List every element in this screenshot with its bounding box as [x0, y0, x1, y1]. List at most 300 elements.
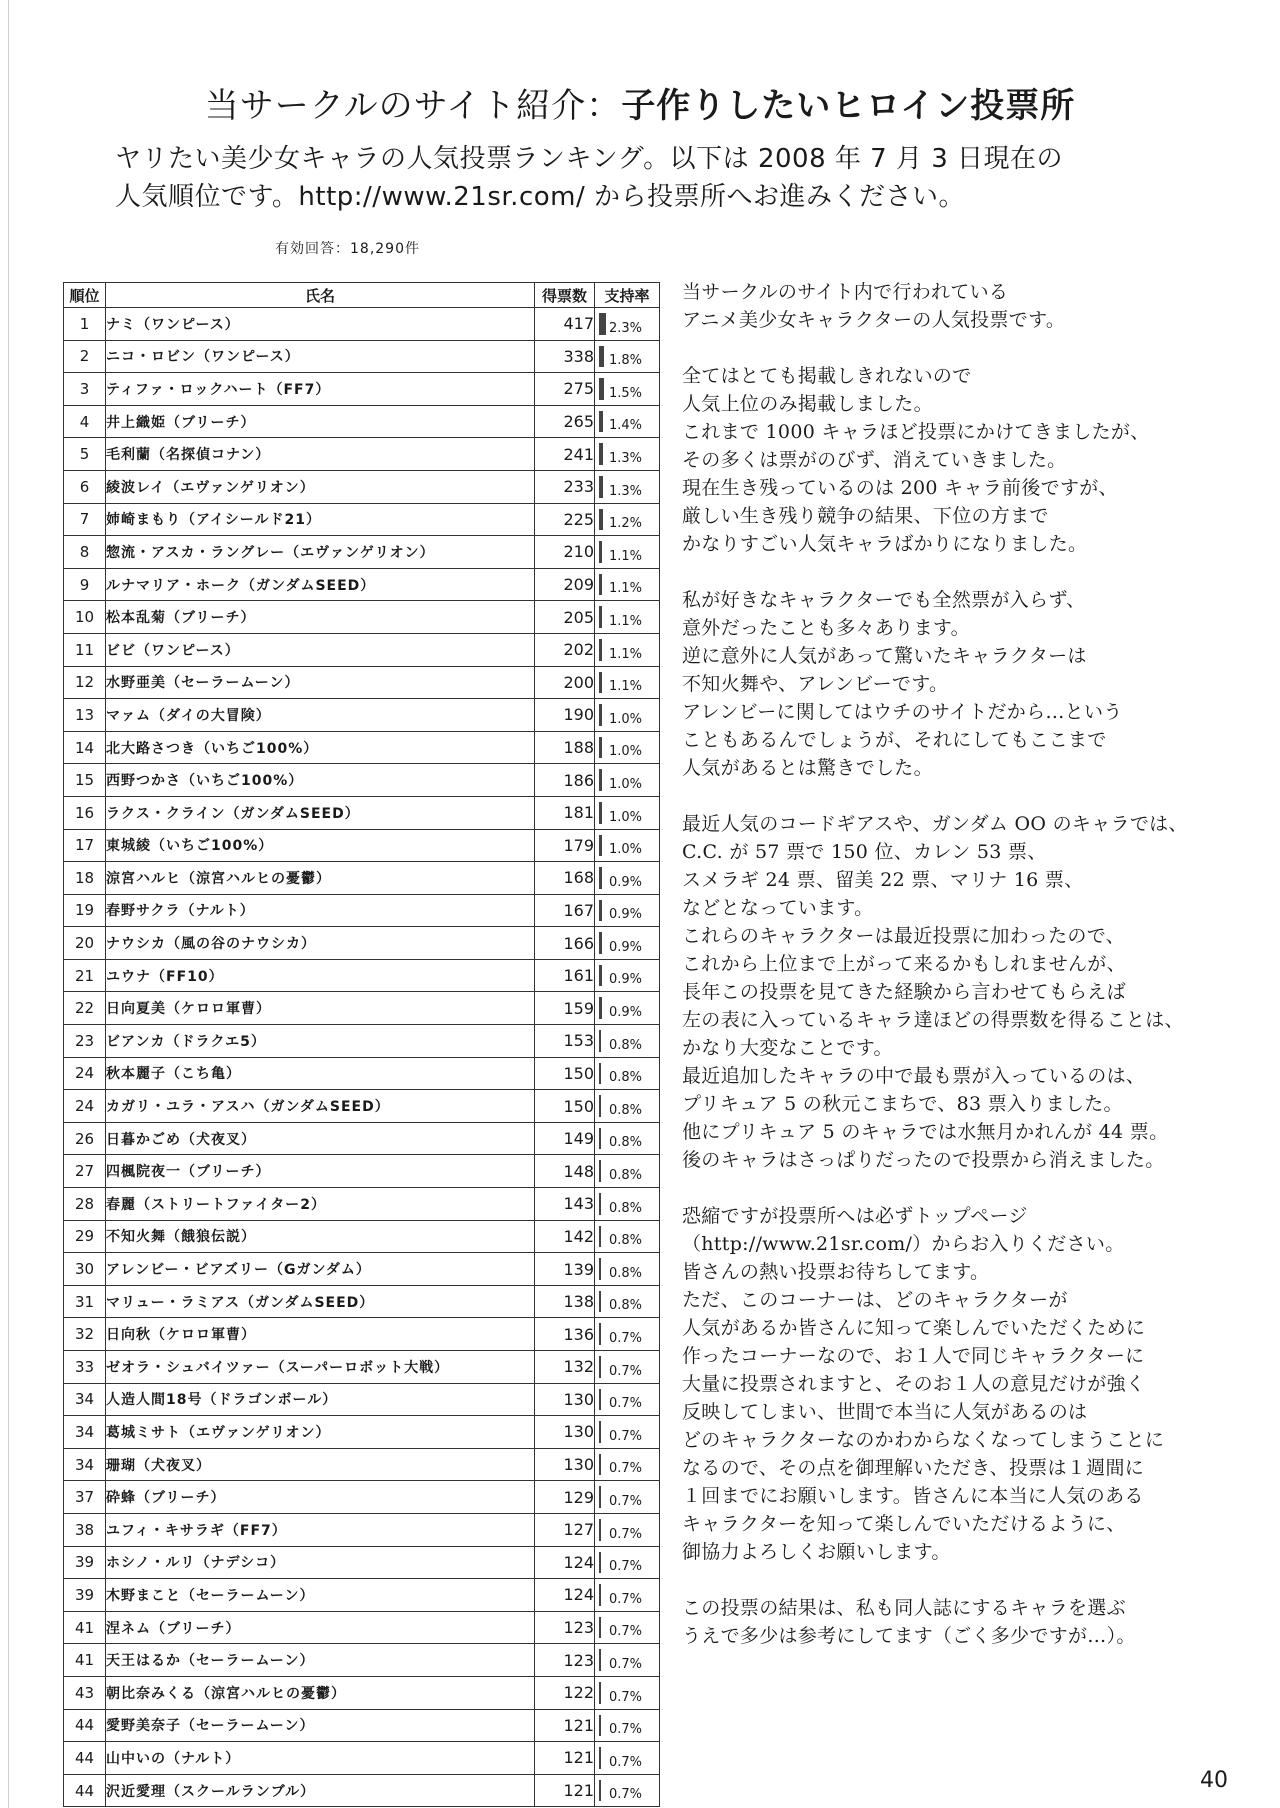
percent-cell	[595, 1709, 660, 1742]
votes-cell: 127	[535, 1513, 595, 1546]
votes-cell: 124	[535, 1546, 595, 1579]
rank-cell: 32	[64, 1318, 106, 1351]
name-cell: 朝比奈みくる（涼宮ハルヒの憂鬱）	[106, 1676, 535, 1709]
percent-bar	[599, 769, 602, 791]
sidebar-paragraph	[682, 810, 1262, 1174]
percent-cell	[595, 601, 660, 634]
name-cell: 日向夏美（ケロロ軍曹）	[106, 992, 535, 1025]
table-row	[64, 1383, 660, 1416]
table-row	[64, 601, 660, 634]
table-row	[64, 308, 660, 341]
percent-cell	[595, 1122, 660, 1155]
percent-label: 0.8%	[609, 1102, 643, 1118]
percent-cell	[595, 1155, 660, 1188]
percent-label: 0.9%	[609, 1005, 643, 1021]
sidebar-paragraph	[682, 1202, 1262, 1566]
percent-label: 0.7%	[609, 1722, 643, 1738]
rank-cell: 2	[64, 340, 106, 373]
name-cell: 春野サクラ（ナルト）	[106, 894, 535, 927]
percent-cell	[595, 959, 660, 992]
percent-label: 1.0%	[609, 842, 643, 858]
table-row	[64, 1448, 660, 1481]
percent-bar	[599, 900, 602, 922]
table-row	[64, 1351, 660, 1384]
percent-cell	[595, 1481, 660, 1514]
sidebar-line: 長年この投票を見てきた経験から言わせてもらえば	[682, 981, 1126, 1003]
percent-cell	[595, 992, 660, 1025]
rank-cell: 12	[64, 666, 106, 699]
header-percent: 支持率	[595, 283, 660, 308]
rank-cell: 34	[64, 1416, 106, 1449]
table-row	[64, 1057, 660, 1090]
table-row	[64, 992, 660, 1025]
sidebar-line: 恐縮ですが投票所へは必ずトップページ	[682, 1205, 1028, 1227]
table-row	[64, 1644, 660, 1677]
sidebar-line: これまで 1000 キャラほど投票にかけてきましたが、	[682, 421, 1150, 443]
percent-label: 0.7%	[609, 1396, 643, 1412]
name-cell: アレンビー・ビアズリー（Gガンダム）	[106, 1253, 535, 1286]
name-cell: マリュー・ラミアス（ガンダムSEED）	[106, 1285, 535, 1318]
percent-cell	[595, 536, 660, 569]
percent-cell	[595, 1057, 660, 1090]
percent-label: 1.1%	[609, 548, 643, 564]
ranking-table	[63, 282, 660, 1807]
table-row	[64, 1481, 660, 1514]
sidebar-line: 当サークルのサイト内で行われている	[682, 281, 1009, 303]
sidebar-line: 御協力よろしくお願いします。	[682, 1541, 951, 1563]
rank-cell: 1	[64, 308, 106, 341]
percent-bar	[599, 1486, 601, 1508]
percent-label: 0.7%	[609, 1363, 643, 1379]
votes-cell: 265	[535, 405, 595, 438]
table-row	[64, 1318, 660, 1351]
votes-cell: 186	[535, 764, 595, 797]
name-cell: 涅ネム（ブリーチ）	[106, 1611, 535, 1644]
percent-cell	[595, 796, 660, 829]
sidebar-line: などとなっています。	[682, 897, 874, 919]
name-cell: 姉崎まもり（アイシールド21）	[106, 503, 535, 536]
name-cell: 天王はるか（セーラームーン）	[106, 1644, 535, 1677]
percent-label: 1.2%	[609, 516, 643, 532]
rank-cell: 18	[64, 862, 106, 895]
percent-bar	[599, 1160, 601, 1182]
name-cell: 北大路さつき（いちご100%）	[106, 731, 535, 764]
votes-cell: 202	[535, 633, 595, 666]
table-row	[64, 699, 660, 732]
percent-bar	[599, 509, 603, 531]
rank-cell: 41	[64, 1611, 106, 1644]
sidebar-paragraph	[682, 586, 1262, 782]
votes-cell: 179	[535, 829, 595, 862]
percent-label: 0.8%	[609, 1070, 643, 1086]
name-cell: ユウナ（FF10）	[106, 959, 535, 992]
percent-cell	[595, 1090, 660, 1123]
sidebar-line: かなりすごい人気キャラばかりになりました。	[682, 533, 1088, 555]
name-cell: 砕蜂（ブリーチ）	[106, 1481, 535, 1514]
rank-cell: 9	[64, 568, 106, 601]
percent-label: 0.8%	[609, 1233, 643, 1249]
percent-cell	[595, 699, 660, 732]
rank-cell: 30	[64, 1253, 106, 1286]
percent-cell	[595, 1351, 660, 1384]
table-row	[64, 731, 660, 764]
sidebar-line: その多くは票がのびず、消えていきました。	[682, 449, 1067, 471]
percent-label: 0.7%	[609, 1461, 643, 1477]
votes-cell: 122	[535, 1676, 595, 1709]
rank-cell: 21	[64, 959, 106, 992]
percent-cell	[595, 1416, 660, 1449]
percent-bar	[599, 1095, 601, 1117]
percent-bar	[599, 1454, 601, 1476]
votes-cell: 209	[535, 568, 595, 601]
rank-cell: 31	[64, 1285, 106, 1318]
sidebar-line: スメラギ 24 票、留美 22 票、マリナ 16 票、	[682, 869, 1084, 891]
rank-cell: 44	[64, 1709, 106, 1742]
percent-cell	[595, 1676, 660, 1709]
name-cell: マァム（ダイの大冒険）	[106, 699, 535, 732]
percent-label: 0.8%	[609, 1265, 643, 1281]
name-cell: 葛城ミサト（エヴァンゲリオン）	[106, 1416, 535, 1449]
votes-cell: 149	[535, 1122, 595, 1155]
votes-cell: 161	[535, 959, 595, 992]
name-cell: 毛利蘭（名探偵コナン）	[106, 438, 535, 471]
rank-cell: 39	[64, 1579, 106, 1612]
votes-cell: 150	[535, 1090, 595, 1123]
rank-cell: 6	[64, 470, 106, 503]
votes-cell: 225	[535, 503, 595, 536]
sidebar-line: これらのキャラクターは最近投票に加わったので、	[682, 925, 1125, 947]
sidebar-line: 最近追加したキャラの中で最も票が入っているのは、	[682, 1065, 1146, 1087]
percent-label: 0.9%	[609, 939, 643, 955]
percent-label: 1.0%	[609, 776, 643, 792]
rank-cell: 8	[64, 536, 106, 569]
percent-cell	[595, 373, 660, 406]
percent-cell	[595, 1546, 660, 1579]
intro-line-1: ヤリたい美少女キャラの人気投票ランキング。以下は 2008 年 7 月 3 日現在の	[115, 144, 1064, 174]
votes-cell: 210	[535, 536, 595, 569]
name-cell: ラクス・クライン（ガンダムSEED）	[106, 796, 535, 829]
rank-cell: 29	[64, 1220, 106, 1253]
table-row	[64, 633, 660, 666]
table-row	[64, 1025, 660, 1058]
sidebar-text	[682, 278, 1262, 1678]
votes-cell: 150	[535, 1057, 595, 1090]
percent-cell	[595, 308, 660, 341]
rank-cell: 10	[64, 601, 106, 634]
sidebar-line: 現在生き残っているのは 200 キャラ前後ですが、	[682, 477, 1118, 499]
table-row	[64, 1416, 660, 1449]
name-cell: 惣流・アスカ・ラングレー（エヴァンゲリオン）	[106, 536, 535, 569]
rank-cell: 24	[64, 1057, 106, 1090]
votes-cell: 188	[535, 731, 595, 764]
percent-bar	[599, 411, 603, 433]
table-row	[64, 1188, 660, 1221]
percent-bar	[599, 606, 602, 628]
table-row	[64, 1285, 660, 1318]
table-row	[64, 666, 660, 699]
percent-bar	[599, 1780, 601, 1802]
votes-cell: 338	[535, 340, 595, 373]
percent-label: 1.3%	[609, 450, 643, 466]
percent-bar	[599, 639, 602, 661]
percent-label: 0.9%	[609, 972, 643, 988]
votes-cell: 139	[535, 1253, 595, 1286]
percent-cell	[595, 1579, 660, 1612]
table-row	[64, 1742, 660, 1775]
votes-cell: 130	[535, 1416, 595, 1449]
rank-cell: 14	[64, 731, 106, 764]
name-cell: 涼宮ハルヒ（涼宮ハルヒの憂鬱）	[106, 862, 535, 895]
percent-bar	[599, 997, 602, 1019]
intro-line-2: 人気順位です。http://www.21sr.com/ から投票所へお進みください。	[115, 182, 965, 212]
votes-cell: 143	[535, 1188, 595, 1221]
rank-cell: 13	[64, 699, 106, 732]
percent-bar	[599, 1617, 601, 1639]
table-row	[64, 764, 660, 797]
name-cell: 人造人間18号（ドラゴンボール）	[106, 1383, 535, 1416]
percent-label: 0.7%	[609, 1624, 643, 1640]
rank-cell: 41	[64, 1644, 106, 1677]
name-cell: 日向秋（ケロロ軍曹）	[106, 1318, 535, 1351]
sidebar-line: アニメ美少女キャラクターの人気投票です。	[682, 309, 1066, 331]
table-row	[64, 1090, 660, 1123]
table-row	[64, 1253, 660, 1286]
votes-cell: 123	[535, 1644, 595, 1677]
votes-cell: 275	[535, 373, 595, 406]
percent-bar	[599, 1030, 601, 1052]
votes-cell: 130	[535, 1448, 595, 1481]
votes-cell: 124	[535, 1579, 595, 1612]
table-row	[64, 405, 660, 438]
table-row	[64, 829, 660, 862]
rank-cell: 17	[64, 829, 106, 862]
votes-cell: 168	[535, 862, 595, 895]
sidebar-line: 最近人気のコードギアスや、ガンダム OO のキャラでは、	[682, 813, 1188, 835]
sidebar-line: C.C. が 57 票で 150 位、カレン 53 票、	[682, 841, 1047, 863]
percent-label: 0.8%	[609, 1200, 643, 1216]
table-row	[64, 927, 660, 960]
table-row	[64, 340, 660, 373]
name-cell: カガリ・ユラ・アスハ（ガンダムSEED）	[106, 1090, 535, 1123]
sidebar-line: こともあるんでしょうが、それにしてもここまで	[682, 729, 1107, 751]
percent-label: 0.7%	[609, 1591, 643, 1607]
table-row	[64, 862, 660, 895]
votes-cell: 130	[535, 1383, 595, 1416]
percent-label: 1.0%	[609, 744, 643, 760]
rank-cell: 22	[64, 992, 106, 1025]
rank-cell: 3	[64, 373, 106, 406]
percent-cell	[595, 1188, 660, 1221]
valid-responses: 有効回答：18,290件	[275, 241, 420, 257]
votes-cell: 190	[535, 699, 595, 732]
percent-cell	[595, 1611, 660, 1644]
percent-cell	[595, 1220, 660, 1253]
percent-label: 0.7%	[609, 1656, 643, 1672]
percent-bar	[599, 378, 604, 400]
percent-cell	[595, 927, 660, 960]
percent-label: 0.9%	[609, 874, 643, 890]
rank-cell: 26	[64, 1122, 106, 1155]
name-cell: ティファ・ロックハート（FF7）	[106, 373, 535, 406]
percent-bar	[599, 1258, 601, 1280]
percent-cell	[595, 438, 660, 471]
rank-cell: 11	[64, 633, 106, 666]
percent-label: 1.1%	[609, 581, 643, 597]
page-title	[0, 78, 1280, 127]
percent-cell	[595, 1383, 660, 1416]
votes-cell: 159	[535, 992, 595, 1025]
sidebar-line: 私が好きなキャラクターでも全然票が入らず、	[682, 589, 1086, 611]
rank-cell: 37	[64, 1481, 106, 1514]
table-row	[64, 438, 660, 471]
sidebar-line: うえで多少は参考にしてます（ごく多少ですが…）。	[682, 1625, 1136, 1647]
table-row	[64, 373, 660, 406]
percent-bar	[599, 443, 603, 465]
percent-bar	[599, 737, 602, 759]
table-row	[64, 503, 660, 536]
table-row	[64, 1220, 660, 1253]
name-cell: 松本乱菊（ブリーチ）	[106, 601, 535, 634]
percent-label: 0.8%	[609, 1037, 643, 1053]
percent-cell	[595, 1774, 660, 1807]
name-cell: ビアンカ（ドラクエ5）	[106, 1025, 535, 1058]
percent-cell	[595, 568, 660, 601]
percent-bar	[599, 1649, 601, 1671]
table-row	[64, 1579, 660, 1612]
rank-cell: 44	[64, 1742, 106, 1775]
percent-label: 0.7%	[609, 1428, 643, 1444]
sidebar-paragraph	[682, 278, 1262, 334]
percent-cell	[595, 503, 660, 536]
percent-bar	[599, 1063, 601, 1085]
name-cell: 東城綾（いちご100%）	[106, 829, 535, 862]
votes-cell: 241	[535, 438, 595, 471]
sidebar-line: 全てはとても掲載しきれないので	[682, 365, 972, 387]
table-row	[64, 959, 660, 992]
percent-label: 1.4%	[609, 418, 643, 434]
table-row	[64, 1122, 660, 1155]
name-cell: 井上織姫（ブリーチ）	[106, 405, 535, 438]
sidebar-line: 逆に意外に人気があって驚いたキャラクターは	[682, 645, 1087, 667]
sidebar-line: 後のキャラはさっぱりだったので投票から消えました。	[682, 1149, 1165, 1171]
rank-cell: 23	[64, 1025, 106, 1058]
votes-cell: 166	[535, 927, 595, 960]
rank-cell: 4	[64, 405, 106, 438]
percent-bar	[599, 574, 602, 596]
rank-cell: 7	[64, 503, 106, 536]
percent-cell	[595, 1253, 660, 1286]
table-row	[64, 796, 660, 829]
percent-cell	[595, 1318, 660, 1351]
votes-cell: 136	[535, 1318, 595, 1351]
name-cell: 不知火舞（餓狼伝説）	[106, 1220, 535, 1253]
percent-label: 0.7%	[609, 1754, 643, 1770]
sidebar-line: この投票の結果は、私も同人誌にするキャラを選ぶ	[682, 1597, 1126, 1619]
percent-bar	[599, 1519, 601, 1541]
name-cell: ビビ（ワンピース）	[106, 633, 535, 666]
table-row	[64, 1611, 660, 1644]
votes-cell: 153	[535, 1025, 595, 1058]
percent-cell	[595, 1025, 660, 1058]
percent-cell	[595, 764, 660, 797]
percent-bar	[599, 1715, 601, 1737]
rank-cell: 15	[64, 764, 106, 797]
page-edge-line	[8, 0, 9, 1808]
sidebar-line: 人気があるとは驚きでした。	[682, 757, 933, 779]
rank-cell: 19	[64, 894, 106, 927]
votes-cell: 233	[535, 470, 595, 503]
percent-label: 0.8%	[609, 1135, 643, 1151]
percent-cell	[595, 470, 660, 503]
table-row	[64, 894, 660, 927]
votes-cell: 142	[535, 1220, 595, 1253]
percent-bar	[599, 476, 603, 498]
percent-bar	[599, 346, 604, 368]
sidebar-line: 左の表に入っているキャラ達ほどの得票数を得ることは、	[682, 1009, 1184, 1031]
table-row	[64, 470, 660, 503]
name-cell: 西野つかさ（いちご100%）	[106, 764, 535, 797]
sidebar-line: 厳しい生き残り競争の結果、下位の方まで	[682, 505, 1049, 527]
name-cell: ナウシカ（風の谷のナウシカ）	[106, 927, 535, 960]
percent-cell	[595, 1742, 660, 1775]
rank-cell: 27	[64, 1155, 106, 1188]
name-cell: 木野まこと（セーラームーン）	[106, 1579, 535, 1612]
percent-cell	[595, 340, 660, 373]
rank-cell: 16	[64, 796, 106, 829]
votes-cell: 181	[535, 796, 595, 829]
header-name: 氏名	[106, 283, 535, 308]
table-row	[64, 1676, 660, 1709]
table-row	[64, 1155, 660, 1188]
table-row	[64, 1546, 660, 1579]
sidebar-line: 人気があるか皆さんに知って楽しんでいただくために	[682, 1317, 1146, 1339]
name-cell: 秋本麗子（こち亀）	[106, 1057, 535, 1090]
votes-cell: 129	[535, 1481, 595, 1514]
rank-cell: 24	[64, 1090, 106, 1123]
sidebar-line: 作ったコーナーなので、お１人で同じキャラクターに	[682, 1345, 1145, 1367]
percent-bar	[599, 1128, 601, 1150]
percent-bar	[599, 704, 602, 726]
name-cell: ホシノ・ルリ（ナデシコ）	[106, 1546, 535, 1579]
ranking-body	[64, 308, 660, 1807]
title-prefix: 当サークルのサイト紹介：	[204, 86, 622, 126]
percent-cell	[595, 1644, 660, 1677]
name-cell: 春麗（ストリートファイター2）	[106, 1188, 535, 1221]
percent-label: 1.0%	[609, 809, 643, 825]
percent-label: 0.7%	[609, 1689, 643, 1705]
percent-label: 1.8%	[609, 353, 643, 369]
sidebar-paragraph	[682, 1594, 1262, 1650]
percent-cell	[595, 894, 660, 927]
sidebar-line: 他にプリキュア 5 のキャラでは水無月かれんが 44 票。	[682, 1121, 1169, 1143]
votes-cell: 132	[535, 1351, 595, 1384]
percent-label: 0.7%	[609, 1526, 643, 1542]
percent-label: 1.1%	[609, 679, 643, 695]
votes-cell: 417	[535, 308, 595, 341]
percent-label: 0.7%	[609, 1331, 643, 1346]
percent-label: 0.7%	[609, 1787, 643, 1803]
percent-cell	[595, 1448, 660, 1481]
rank-cell: 5	[64, 438, 106, 471]
sidebar-line: これから上位まで上がって来るかもしれませんが、	[682, 953, 1126, 975]
rank-cell: 20	[64, 927, 106, 960]
sidebar-line: 意外だったことも多々あります。	[682, 617, 970, 639]
percent-cell	[595, 405, 660, 438]
percent-bar	[599, 932, 602, 954]
percent-label: 1.1%	[609, 646, 643, 662]
percent-bar	[599, 1747, 601, 1769]
percent-bar	[599, 965, 602, 987]
